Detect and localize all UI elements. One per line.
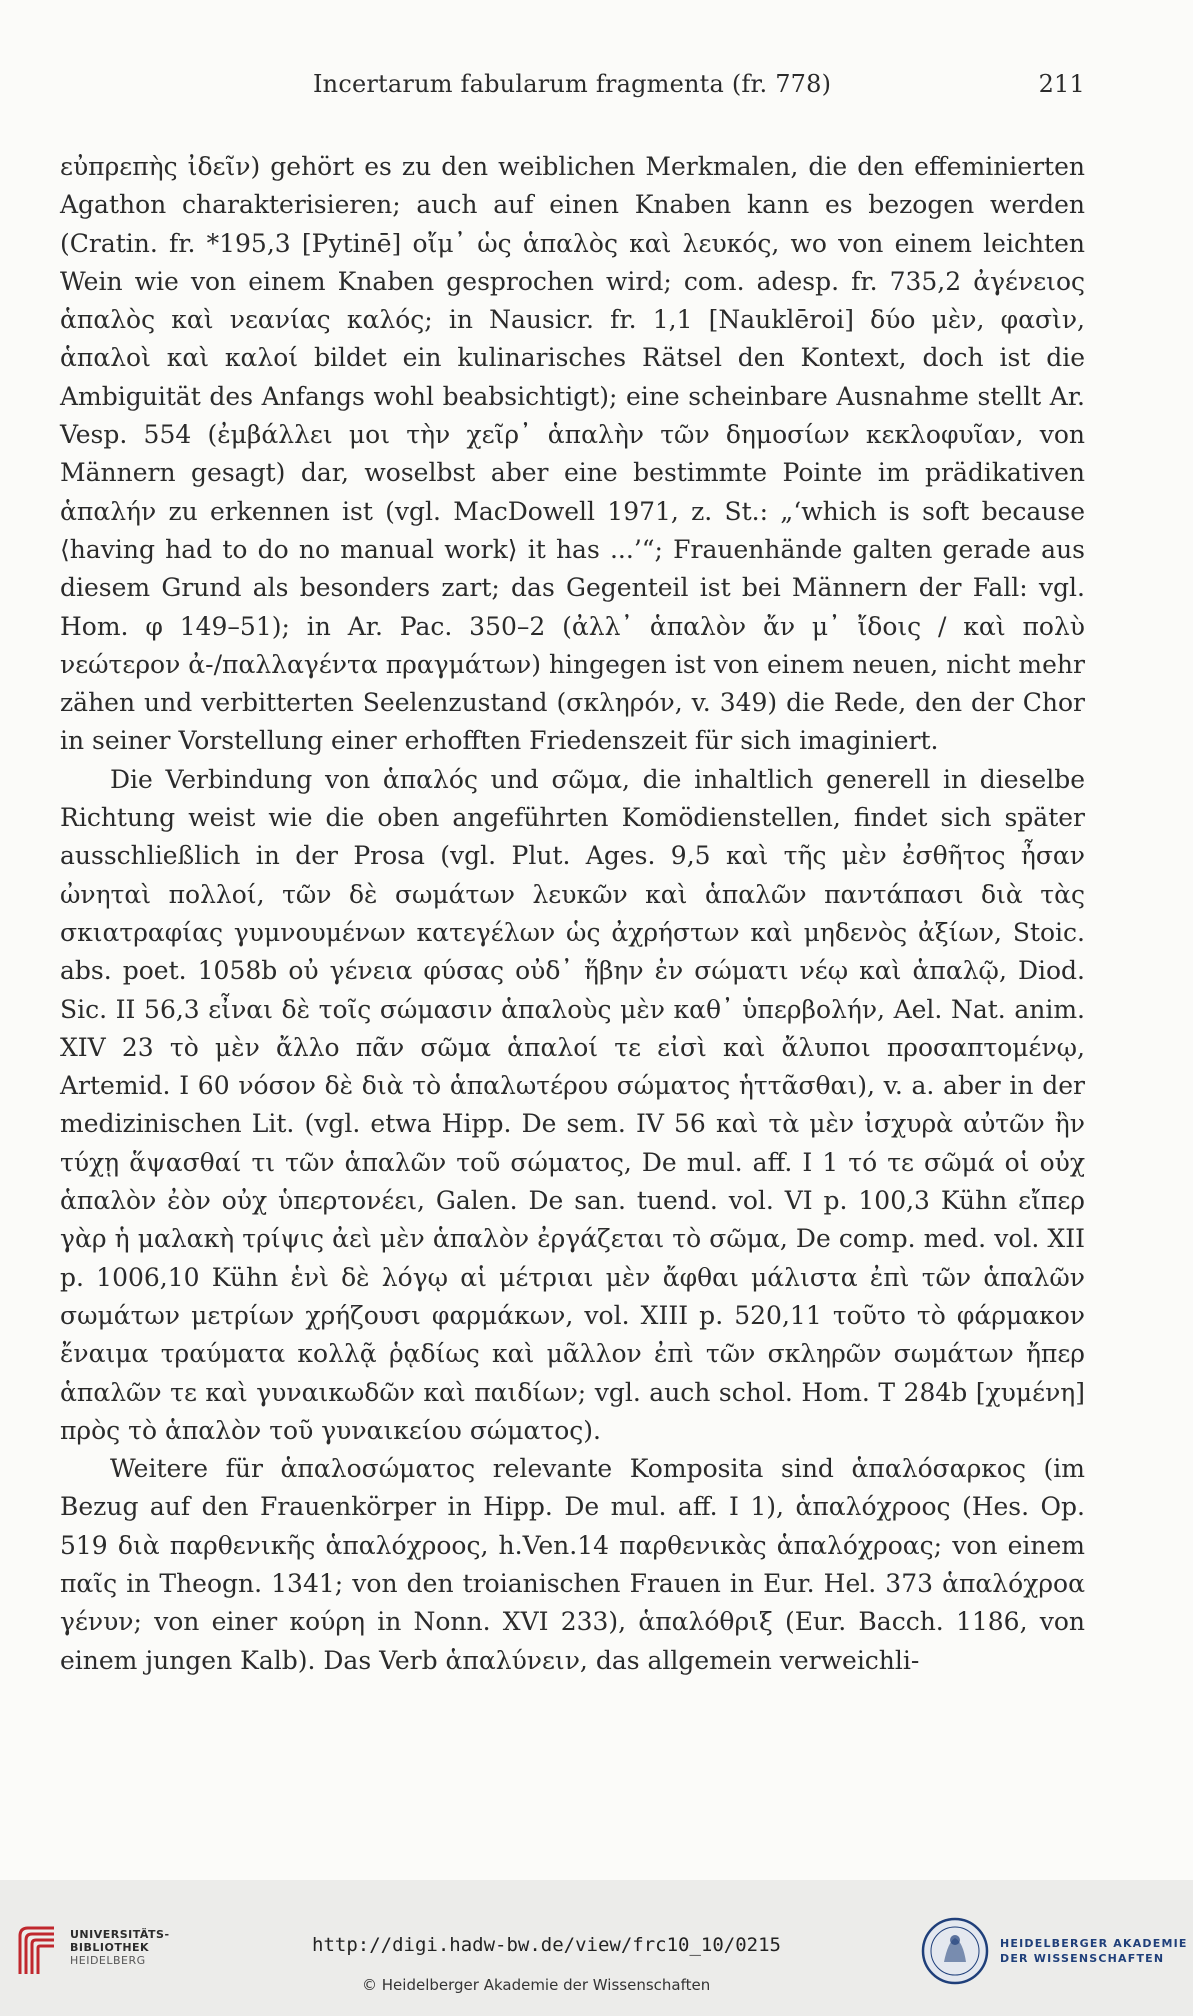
- library-name-line-1: UNIVERSITÄTS-: [70, 1928, 170, 1941]
- academy-name-line-1: HEIDELBERGER AKADEMIE: [1000, 1937, 1188, 1950]
- page-number: 211: [1038, 70, 1085, 98]
- university-library-name: [70, 1928, 170, 1967]
- university-library-logo-icon: [14, 1922, 62, 1980]
- academy-seal-icon: [920, 1916, 990, 1986]
- digitization-footer: [0, 1880, 1193, 2016]
- permalink-url[interactable]: http://digi.hadw-bw.de/view/frc10_10/0215: [312, 1934, 781, 1956]
- academy-name-line-2: DER WISSENSCHAFTEN: [1000, 1952, 1165, 1965]
- academy-name: [1000, 1936, 1188, 1966]
- running-head-title: Incertarum fabularum fragmenta (fr. 778): [313, 70, 832, 98]
- library-name-line-3: HEIDELBERG: [70, 1954, 146, 1967]
- paragraph-2: Die Verbindung von ἁπαλός und σῶμα, die inhaltlich generell in dieselbe Richtung weist wie die oben angeführten Komödienstellen, findet sich später ausschließlich in der Prosa (vgl. Plut. Ages. 9,5 καὶ τῆς μὲν ἐσθῆτος ἦσαν ὠνηταὶ πολλοί, τῶν δὲ σωμάτων λευκῶν καὶ ἁπαλῶν παντάπασι διὰ τὰς σκιατραφίας γυμνουμένων κατεγέλων ὡς ἀχρήστων καὶ μηδενὸς ἀξίων, Stoic. abs. poet. 1058b οὐ γένεια φύσας οὐδ᾽ ἥβην ἐν σώματι νέῳ καὶ ἁπαλῷ, Diod. Sic. II 56,3 εἶναι δὲ τοῖς σώμασιν ἁπαλοὺς μὲν καθ᾽ ὑπερβολήν, Ael. Nat. anim. XIV 23 τὸ μὲν ἄλλο πᾶν σῶμα ἁπαλοί τε εἰσὶ καὶ ἄλυποι προσαπτομένῳ, Artemid. I 60 νόσον δὲ διὰ τὸ ἁπαλωτέρου σώματος ἡττᾶσθαι), v. a. aber in der medizinischen Lit. (vgl. etwa Hipp. De sem. IV 56 καὶ τὰ μὲν ἰσχυρὰ αὐτῶν ἢν τύχῃ ἅψασθαί τι τῶν ἁπαλῶν τοῦ σώματος, De mul. aff. I 1 τό τε σῶμά οἱ οὐχ ἁπαλὸν ἐὸν οὐχ ὑπερτονέει, Galen. De san. tuend. vol. VI p. 100,3 Kühn εἴπερ γὰρ ἡ μαλακὴ τρίψις ἀεὶ μὲν ἁπαλὸν ἐργάζεται τὸ σῶμα, De comp. med. vol. XII p. 1006,10 Kühn ἑνὶ δὲ λόγῳ αἱ μέτριαι μὲν ἄφθαι μάλιστα ἐπὶ τῶν ἁπαλῶν σωμάτων μετρίων χρήζουσι φαρμάκων, vol. XIII p. 520,11 τοῦτο τὸ φάρμακον ἔναιμα τραύματα κολλᾷ ῥᾳδίως καὶ μᾶλλον ἐπὶ τῶν σκληρῶν σωμάτων ἤπερ ἁπαλῶν τε καὶ γυναικωδῶν καὶ παιδίων; vgl. auch schol. Hom. T 284b [χυμένη] πρὸς τὸ ἁπαλὸν τοῦ γυναικείου σώματος).: [60, 764, 1085, 1445]
- paragraph-3: Weitere für ἁπαλοσώματος relevante Komposita sind ἁπαλόσαρκος (im Bezug auf den Frauenkörper in Hipp. De mul. aff. I 1), ἁπαλόχροος (Hes. Op. 519 διὰ παρθενικῆς ἁπαλόχροος, h.Ven.14 παρθενικὰς ἁπαλόχροας; von einem παῖς in Theogn. 1341; von den troianischen Frauen in Eur. Hel. 373 ἁπαλόχροα γένυν; von einer κούρη in Nonn. XVI 233), ἁπαλόθριξ (Eur. Bacch. 1186, von einem jungen Kalb). Das Verb ἁπαλύνειν, das allgemein verweichli-: [60, 1454, 1085, 1675]
- copyright-notice: © Heidelberger Akademie der Wissenschaften: [362, 1976, 711, 1994]
- commentary-body: [60, 148, 1085, 1680]
- running-head: [313, 70, 1085, 110]
- paragraph-1: εὐπρεπὴς ἰδεῖν) gehört es zu den weiblichen Merkmalen, die den effeminierten Agathon charakterisieren; auch auf einen Knaben kann es bezogen werden (Cratin. fr. *195,3 [Pytinē] οἴμ᾽ ὡς ἁπαλὸς καὶ λευκός, wo von einem leichten Wein wie von einem Knaben gesprochen wird; com. adesp. fr. 735,2 ἀγένειος ἁπαλὸς καὶ νεανίας καλός; in Nausicr. fr. 1,1 [Nauklēroi] δύο μὲν, φασὶν, ἁπαλοὶ καὶ καλοί bildet ein kulinarisches Rätsel den Kontext, doch ist die Ambiguität des Anfangs wohl beabsichtigt); eine scheinbare Ausnahme stellt Ar. Vesp. 554 (ἐμβάλλει μοι τὴν χεῖρ᾽ ἁπαλὴν τῶν δημοσίων κεκλοφυῖαν, von Männern gesagt) dar, woselbst aber eine bestimmte Pointe im prädikativen ἁπαλήν zu erkennen ist (vgl. MacDowell 1971, z. St.: „‘which is soft because ⟨having had to do no manual work⟩ it has ...’“; Frauenhände galten gerade aus diesem Grund als besonders zart; das Gegenteil ist bei Männern der Fall: vgl. Hom. φ 149–51); in Ar. Pac. 350–2 (ἀλλ᾽ ἁπαλὸν ἄν μ᾽ ἴδοις / καὶ πολὺ νεώτερον ἀ-/παλλαγέντα πραγμάτων) hingegen ist von einem neuen, nicht mehr zähen und verbitterten Seelenzustand (σκληρόν, v. 349) die Rede, den der Chor in seiner Vorstellung einer erhofften Friedenszeit für sich imaginiert.: [60, 152, 1085, 756]
- library-name-line-2: BIBLIOTHEK: [70, 1941, 150, 1954]
